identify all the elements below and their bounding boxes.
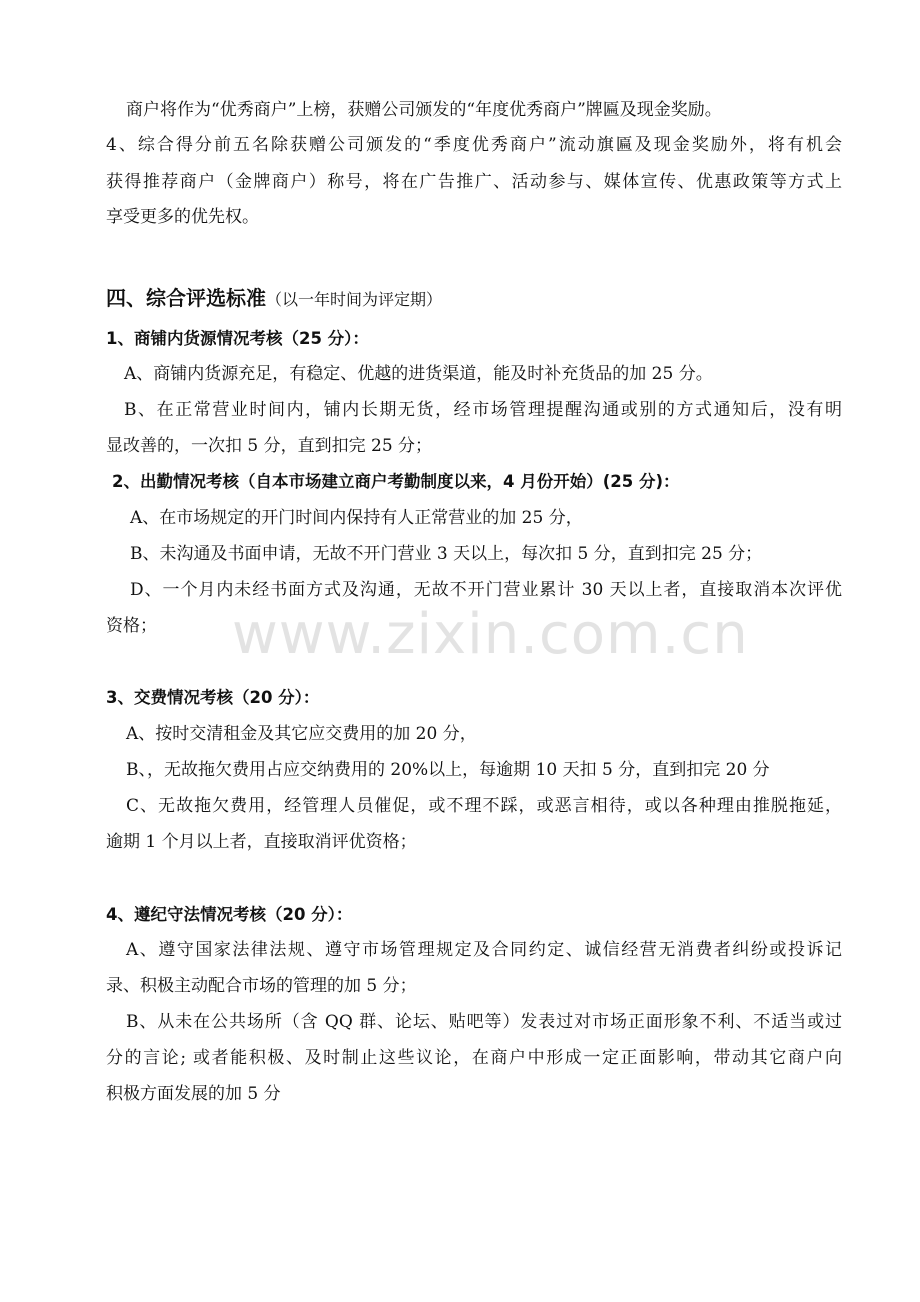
criterion-item: 积极方面发展的加 5 分: [106, 1084, 281, 1104]
criterion-item: A、商铺内货源充足，有稳定、优越的进货渠道，能及时补充货品的加 25 分。: [124, 364, 713, 384]
item4-line: 享受更多的优先权。: [106, 207, 259, 227]
intro-line: 商户将作为“优秀商户”上榜，获赠公司颁发的“年度优秀商户”牌匾及现金奖励。: [126, 100, 722, 120]
criterion-heading: 3、交费情况考核（20 分）：: [106, 688, 320, 707]
criterion-item: 分的言论; 或者能积极、及时制止这些议论，在商户中形成一定正面影响，带动其它商户向: [106, 1048, 842, 1068]
criterion-item: A、在市场规定的开门时间内保持有人正常营业的加 25 分，: [130, 508, 583, 528]
criterion-item: D、一个月内未经书面方式及沟通，无故不开门营业累计 30 天以上者，直接取消本次评优: [130, 580, 842, 600]
section-title: [106, 284, 442, 314]
criterion-item: 录、积极主动配合市场的管理的加 5 分；: [106, 976, 417, 996]
item4-line: 4、综合得分前五名除获赠公司颁发的“季度优秀商户”流动旗匾及现金奖励外，将有机会: [106, 135, 842, 155]
watermark: www.zixin.com.cn: [232, 602, 749, 667]
criterion-item: 显改善的，一次扣 5 分，直到扣完 25 分；: [106, 436, 433, 456]
criterion-item: B、未沟通及书面申请，无故不开门营业 3 天以上，每次扣 5 分，直到扣完 25 分；: [130, 544, 763, 564]
criterion-item: B、在正常营业时间内，铺内长期无货，经市场管理提醒沟通或别的方式通知后，没有明: [124, 400, 842, 420]
criterion-item: A、按时交清租金及其它应交费用的加 20 分，: [126, 724, 477, 744]
criterion-item: 资格；: [106, 616, 157, 636]
criterion-item: B、从未在公共场所（含 QQ 群、论坛、贴吧等）发表过对市场正面形象不利、不适当或过: [126, 1012, 842, 1032]
criterion-heading: 4、遵纪守法情况考核（20 分）：: [106, 905, 353, 924]
criterion-heading: 1、商铺内货源情况考核（25 分）：: [106, 329, 369, 348]
criterion-item: B、，无故拖欠费用占应交纳费用的 20%以上，每逾期 10 天扣 5 分，直到扣完 20 分: [126, 760, 770, 780]
item4-line: 获得推荐商户（金牌商户）称号，将在广告推广、活动参与、媒体宣传、优惠政策等方式上: [106, 172, 842, 192]
criterion-heading: 2、出勤情况考核（自本市场建立商户考勤制度以来，4 月份开始）(25 分)：: [112, 472, 680, 491]
criterion-item: C、无故拖欠费用，经管理人员催促，或不理不踩，或恶言相待，或以各种理由推脱拖延，: [126, 796, 842, 816]
section-title-text: 四、综合评选标准: [106, 286, 266, 310]
criterion-item: A、遵守国家法律法规、遵守市场管理规定及合同约定、诚信经营无消费者纠纷或投诉记: [126, 940, 842, 960]
criterion-item: 逾期 1 个月以上者，直接取消评优资格；: [106, 832, 417, 852]
section-title-note: （以一年时间为评定期）: [266, 290, 443, 309]
